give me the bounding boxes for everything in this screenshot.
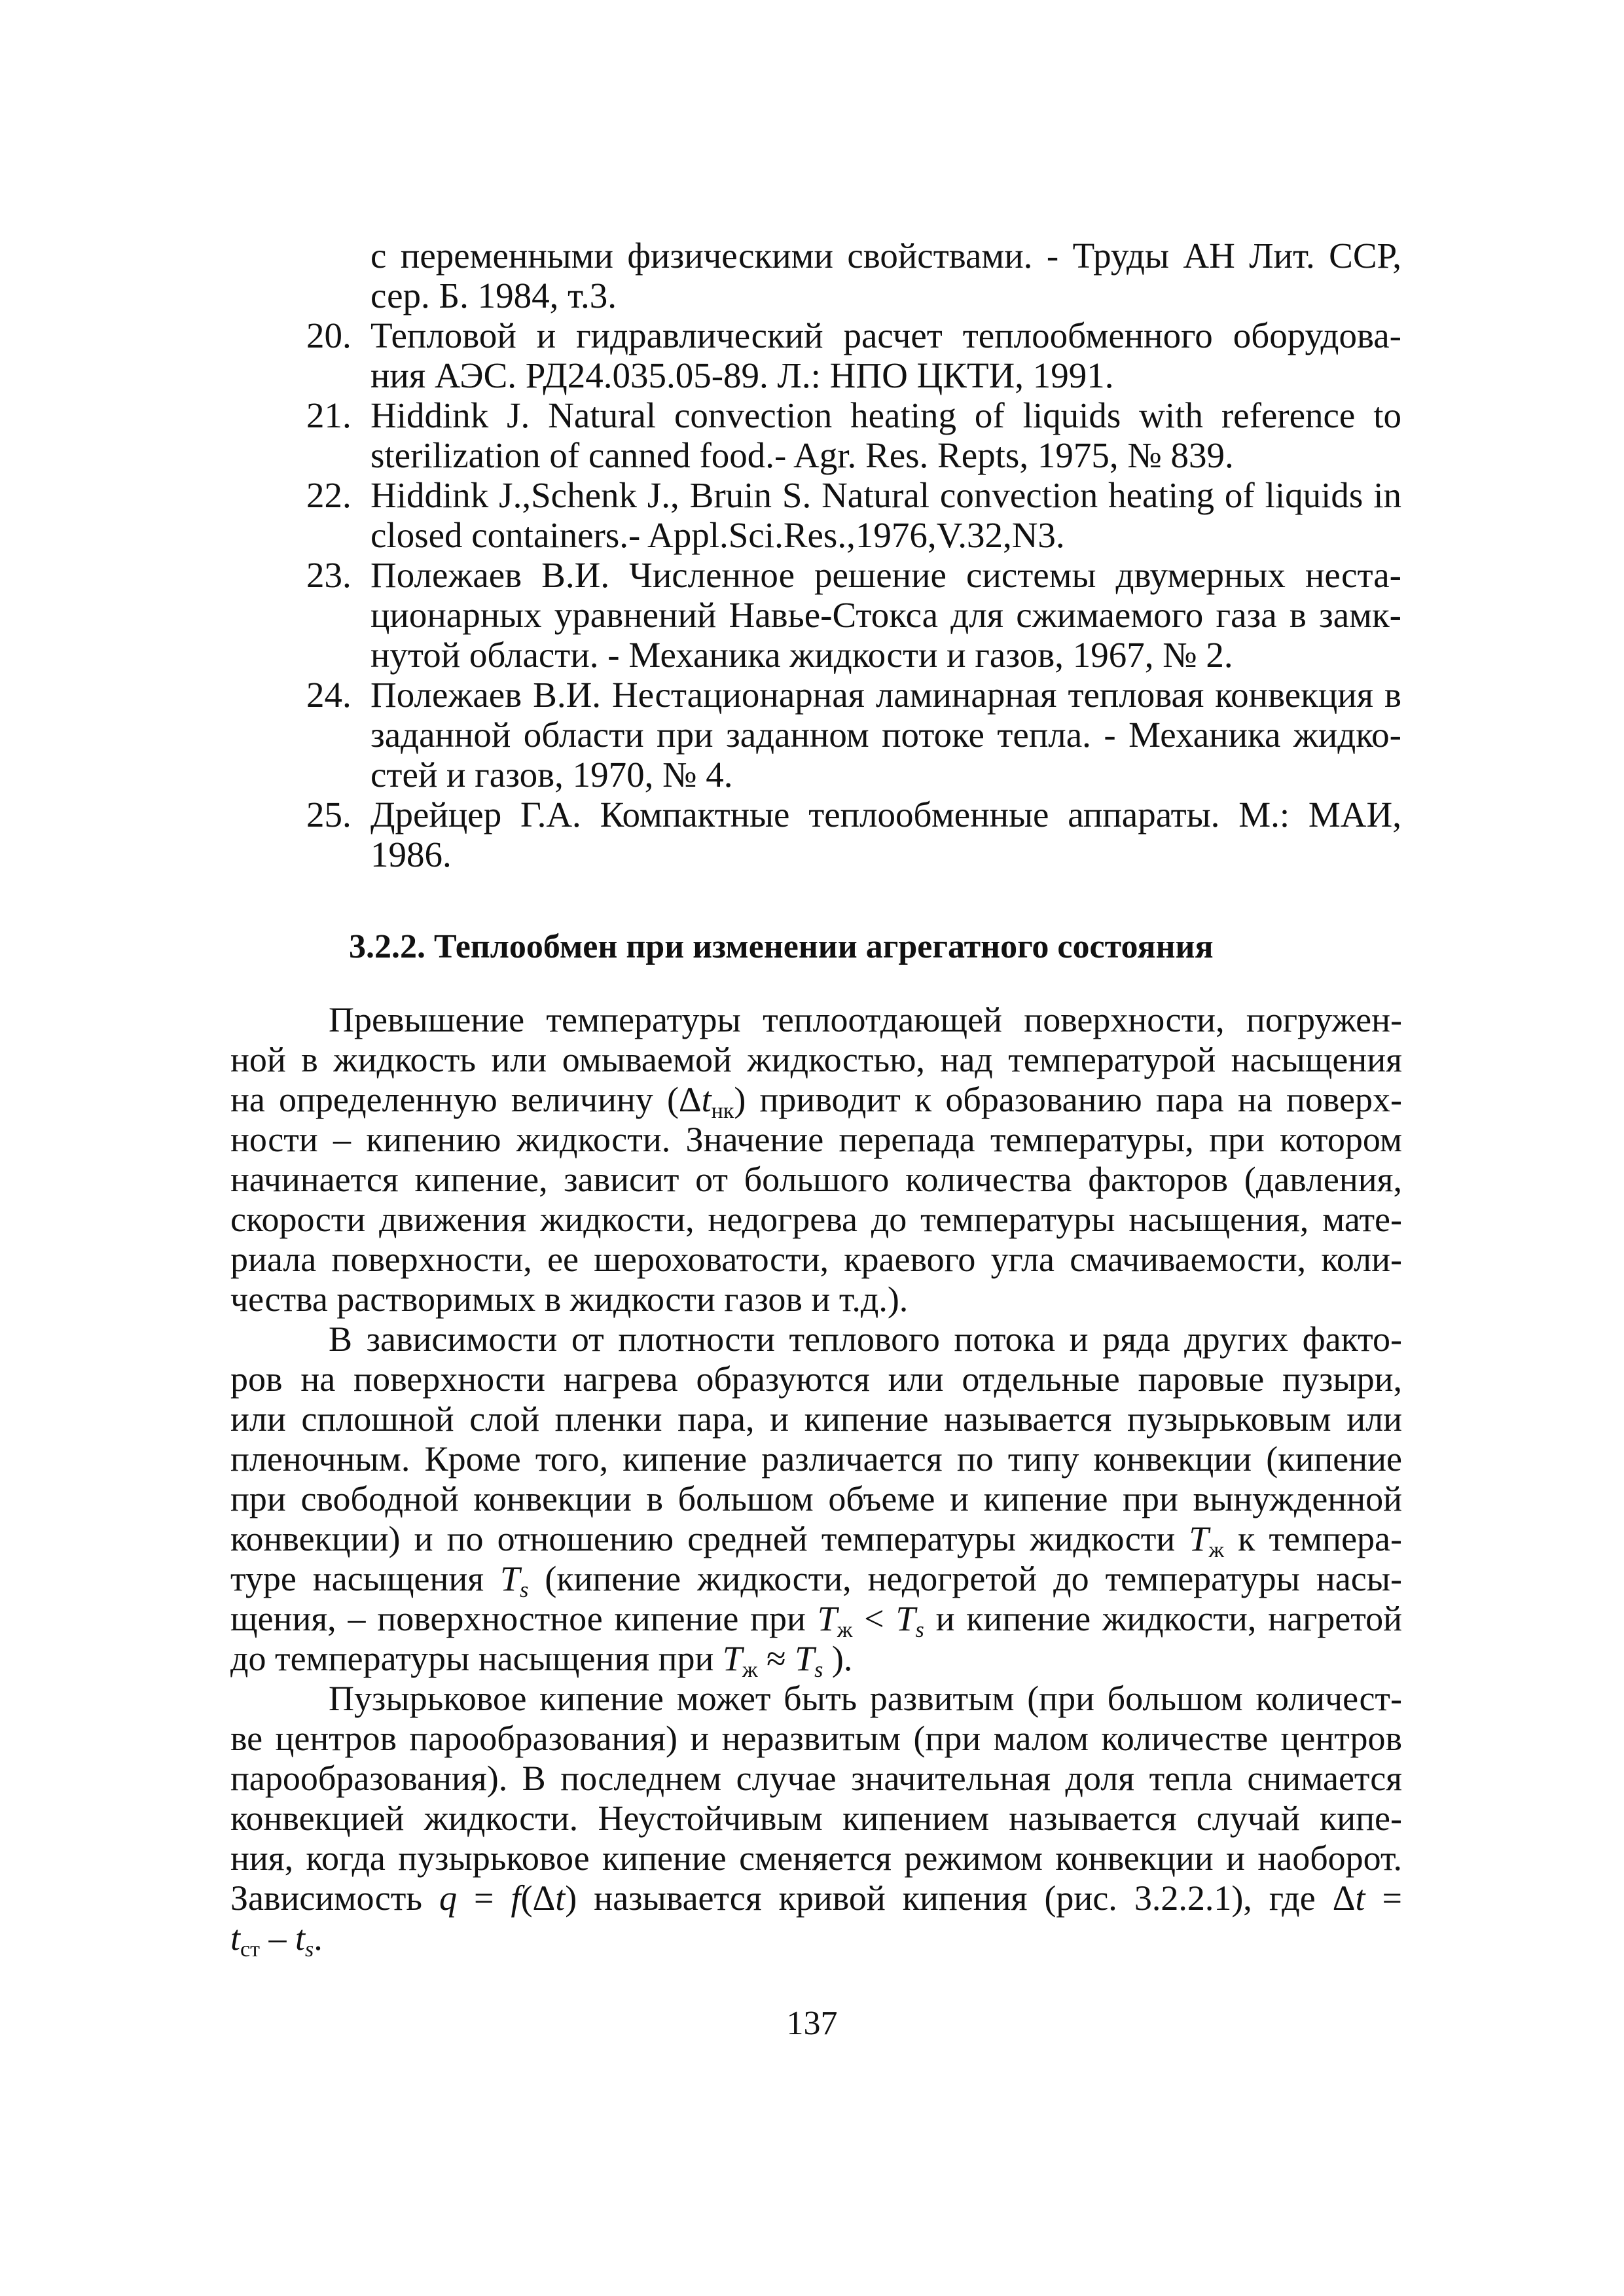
text-line: Превышение температуры теплоотдающей поверхности, погружен-: [329, 1000, 1402, 1039]
reference-line: ционарных уравнений Навье-Стокса для сжимаемого газа в замк-: [370, 595, 1401, 635]
text-line: $t_{ст} - t_s$.: [230, 1918, 323, 1962]
text-line: до температуры насыщения при $T_ж \approx T_s$ ).: [230, 1639, 853, 1682]
section-heading: 3.2.2. Теплообмен при изменении агрегатного состояния: [349, 928, 1214, 965]
reference-line: 1986.: [370, 834, 452, 874]
reference-line: sterilization of canned food.- Agr. Res. Repts, 1975, № 839.: [370, 435, 1234, 475]
text-line: Пузырьковое кипение может быть развитым (при большом количест-: [329, 1679, 1402, 1718]
reference-item: [306, 675, 1401, 795]
text-line: риала поверхности, ее шероховатости, краевого угла смачиваемости, коли-: [230, 1240, 1402, 1279]
text-line: начинается кипение, зависит от большого количества факторов (давления,: [230, 1160, 1402, 1199]
text-line: щения, – поверхностное кипение при $T_ж < T_s$ и кипение жидкости, нагретой: [230, 1599, 1402, 1642]
reference-number: 22.: [306, 475, 352, 515]
reference-line: Дрейцер Г.А. Компактные теплообменные аппараты. М.: МАИ,: [370, 795, 1401, 834]
text-line: В зависимости от плотности теплового потока и ряда других факто-: [329, 1319, 1402, 1359]
text-line: конвекцией жидкости. Неустойчивым кипением называется случай кипе-: [230, 1799, 1402, 1838]
reference-line: Тепловой и гидравлический расчет теплообменного оборудова-: [370, 315, 1401, 355]
text-line: чества растворимых в жидкости газов и т.д.).: [230, 1280, 909, 1319]
text-line: ве центров парообразования) и неразвитым (при малом количестве центров: [230, 1719, 1402, 1758]
reference-line: Hiddink J. Natural convection heating of liquids with reference to: [370, 395, 1401, 435]
text-line: ния, когда пузырьковое кипение сменяется режимом конвекции и наоборот.: [230, 1839, 1402, 1878]
reference-line: Полежаев В.И. Нестационарная ламинарная тепловая конвекция в: [370, 675, 1401, 715]
reference-number: 25.: [306, 795, 352, 834]
reference-line: с переменными физическими свойствами. - Труды АН Лит. ССР,: [370, 236, 1401, 276]
reference-item: [306, 795, 1401, 874]
reference-line: closed containers.- Appl.Sci.Res.,1976,V.32,N3.: [370, 515, 1065, 555]
reference-line: заданной области при заданном потоке тепла. - Механика жидко-: [370, 715, 1401, 755]
text-line: Зависимость q = f(Δt) называется кривой кипения (рис. 3.2.2.1), где Δt =: [230, 1878, 1402, 1918]
reference-list: [306, 236, 1401, 874]
reference-line: Полежаев В.И. Численное решение системы двумерных неста-: [370, 555, 1401, 595]
reference-number: 23.: [306, 555, 352, 595]
reference-continuation: [370, 236, 1401, 315]
text-line: ности – кипению жидкости. Значение перепада температуры, при котором: [230, 1120, 1402, 1159]
reference-item: [306, 315, 1401, 395]
text-line: ной в жидкость или омываемой жидкостью, над температурой насыщения: [230, 1040, 1402, 1079]
text-line: ров на поверхности нагрева образуются или отдельные паровые пузыри,: [230, 1359, 1402, 1399]
body-text: [230, 1000, 1402, 1962]
reference-item: [306, 555, 1401, 675]
paragraph: [230, 1000, 1402, 1319]
reference-number: 21.: [306, 395, 352, 435]
reference-number: 24.: [306, 675, 352, 715]
reference-item: [306, 475, 1401, 555]
text-line: парообразования). В последнем случае значительная доля тепла снимается: [230, 1759, 1402, 1798]
text-line: туре насыщения $T_s$ (кипение жидкости, недогретой до температуры насы-: [230, 1559, 1402, 1602]
text-line: скорости движения жидкости, недогрева до температуры насыщения, мате-: [230, 1200, 1402, 1239]
reference-line: Hiddink J.,Schenk J., Bruin S. Natural convection heating of liquids in: [370, 475, 1401, 515]
reference-number: 20.: [306, 315, 352, 355]
reference-line: ния АЭС. РД24.035.05-89. Л.: НПО ЦКТИ, 1991.: [370, 355, 1114, 395]
reference-item: [306, 395, 1401, 475]
reference-line: сер. Б. 1984, т.3.: [370, 276, 617, 315]
text-line: или сплошной слой пленки пара, и кипение называется пузырьковым или: [230, 1399, 1402, 1439]
text-line: при свободной конвекции в большом объеме и кипение при вынужденной: [230, 1479, 1402, 1518]
paragraph: [230, 1319, 1402, 1682]
reference-line: стей и газов, 1970, № 4.: [370, 755, 733, 795]
paragraph: [230, 1679, 1402, 1962]
text-line: пленочным. Кроме того, кипение различается по типу конвекции (кипение: [230, 1439, 1402, 1479]
text-line: на определенную величину $(\Delta t_{нк})$ приводит к образованию пара на поверх-: [230, 1080, 1402, 1123]
reference-line: нутой области. - Механика жидкости и газов, 1967, № 2.: [370, 635, 1233, 675]
text-line: конвекции) и по отношению средней температуры жидкости $T_ж$ к темпера-: [230, 1519, 1402, 1562]
page-number: 137: [786, 2005, 838, 2042]
